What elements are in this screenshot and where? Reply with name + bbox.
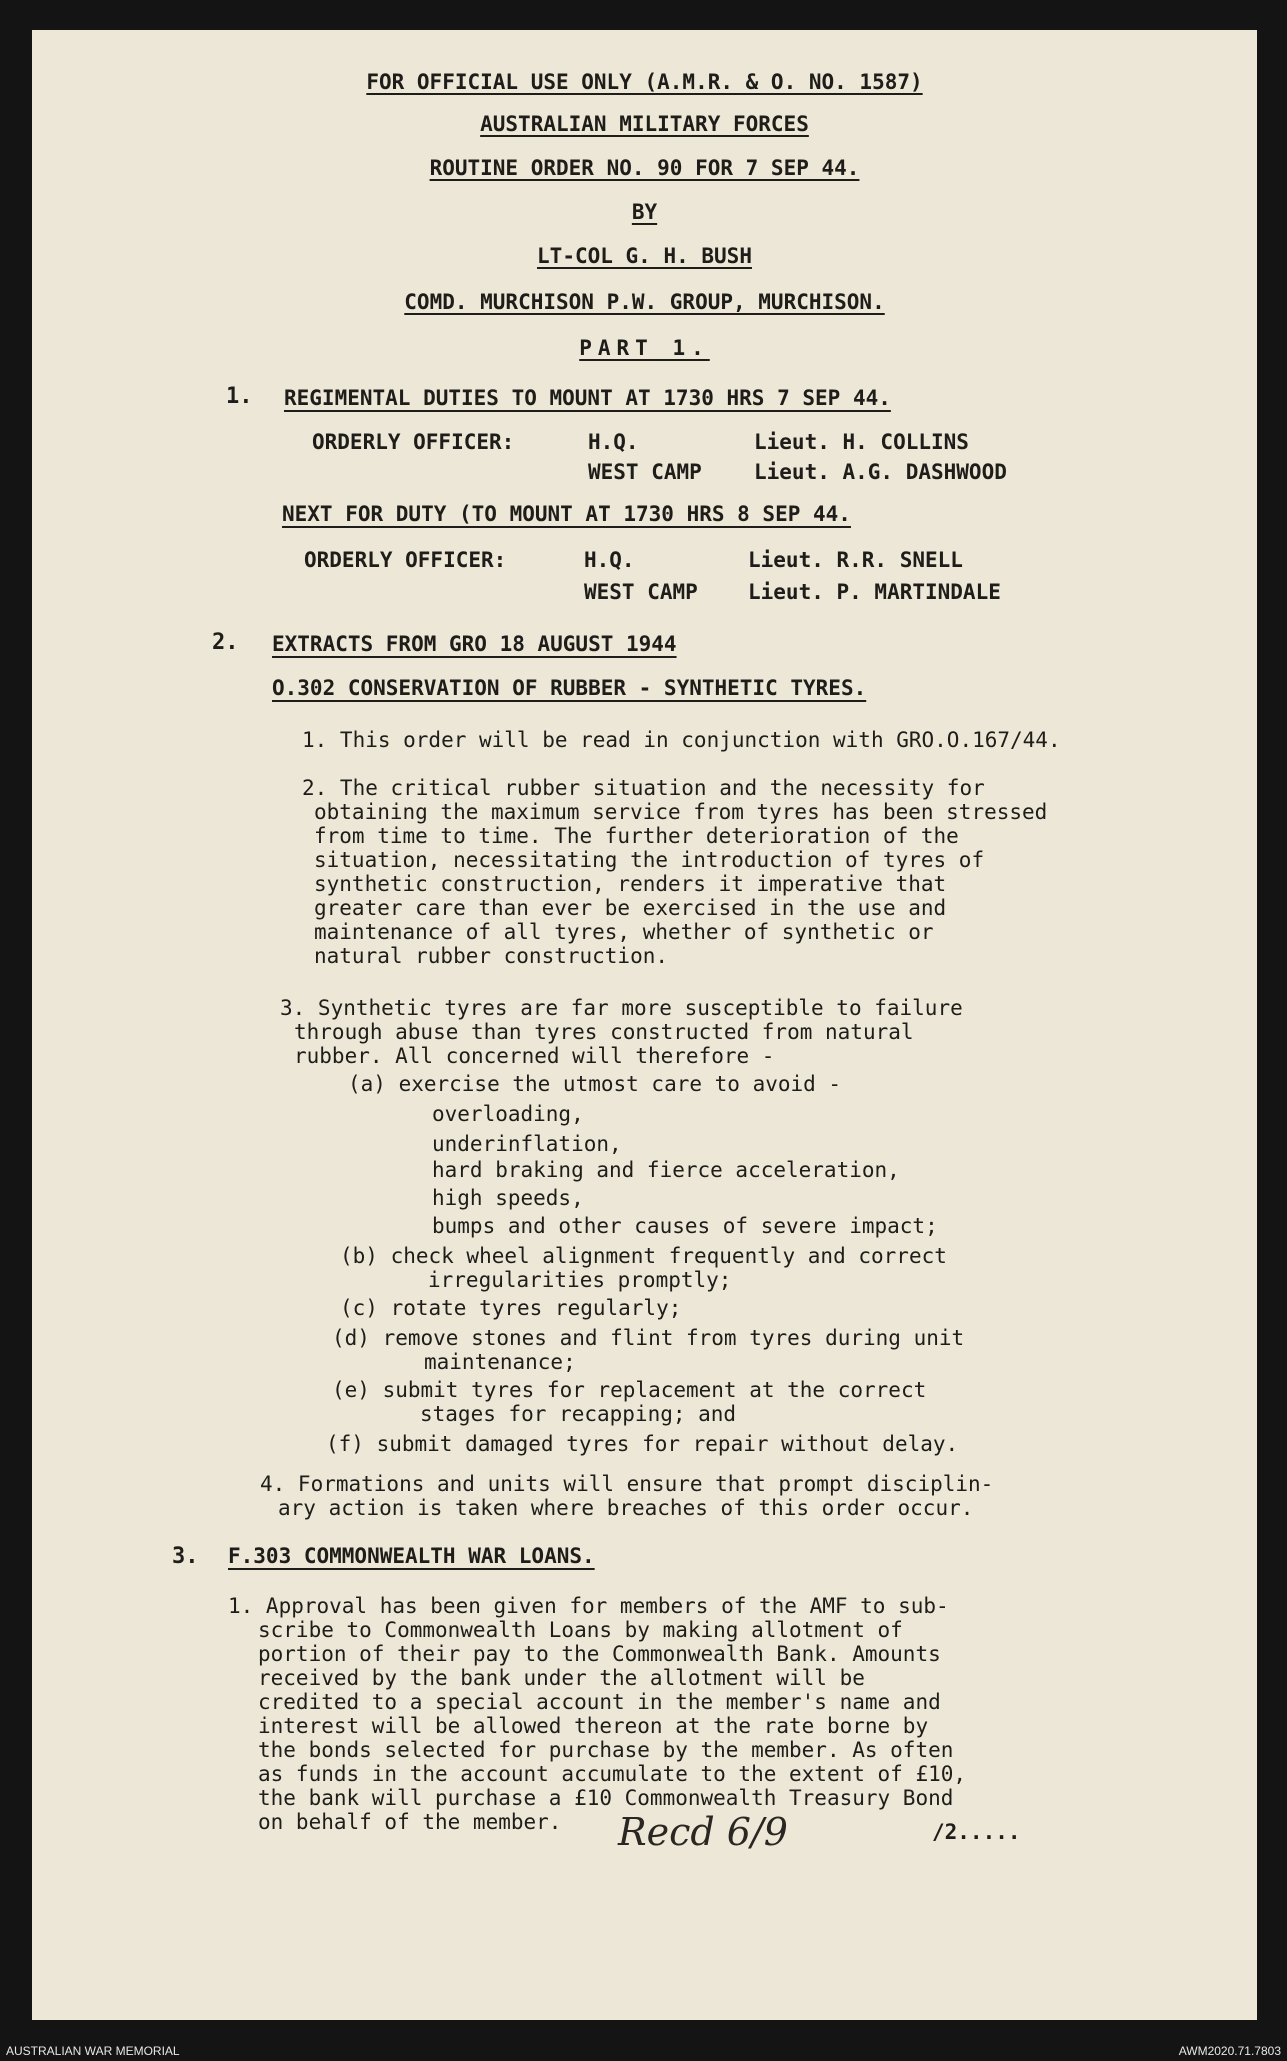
s2-item-d: (d) remove stones and flint from tyres during unit	[332, 1326, 965, 1350]
s2-item-a-sub: underinflation,	[432, 1132, 622, 1156]
forces-heading: AUSTRALIAN MILITARY FORCES	[480, 112, 809, 136]
s2-p4-line: ary action is taken where breaches of this order occur.	[278, 1496, 974, 1520]
s2-p2-line: natural rubber construction.	[314, 944, 669, 968]
next-orderly-officer-label: ORDERLY OFFICER:	[304, 548, 507, 572]
s2-p3-line: 3. Synthetic tyres are far more susceptible to failure	[280, 996, 963, 1020]
s2-item-a: (a) exercise the utmost care to avoid -	[348, 1072, 842, 1096]
s3-p1-line: the bonds selected for purchase by the member. As often	[258, 1738, 954, 1762]
order-heading: ROUTINE ORDER NO. 90 FOR 7 SEP 44.	[429, 156, 860, 180]
next-place-west-camp: WEST CAMP	[584, 580, 698, 604]
section-1-number: 1.	[226, 384, 253, 409]
section-2-title: EXTRACTS FROM GRO 18 AUGUST 1944	[272, 632, 677, 656]
section-1-title: REGIMENTAL DUTIES TO MOUNT AT 1730 HRS 7 SEP 44.	[284, 386, 891, 410]
s3-p1-line: interest will be allowed thereon at the rate borne by	[258, 1714, 929, 1738]
s2-p3-line: rubber. All concerned will therefore -	[294, 1044, 775, 1068]
s2-item-f: (f) submit damaged tyres for repair without delay.	[326, 1432, 959, 1456]
s2-item-d-cont: maintenance;	[424, 1350, 576, 1374]
command-heading: COMD. MURCHISON P.W. GROUP, MURCHISON.	[404, 290, 885, 314]
s2-item-a-sub: hard braking and fierce acceleration,	[432, 1158, 900, 1182]
s2-p3-line: through abuse than tyres constructed from natural	[294, 1020, 914, 1044]
classification-heading: FOR OFFICIAL USE ONLY (A.M.R. & O. NO. 1587)	[366, 70, 923, 94]
continued-marker: /2.....	[932, 1820, 1021, 1844]
s2-p2-line: 2. The critical rubber situation and the necessity for	[302, 776, 985, 800]
by-heading: BY	[631, 200, 658, 224]
s2-item-a-sub: bumps and other causes of severe impact;	[432, 1214, 938, 1238]
duty-officer-dashwood: Lieut. A.G. DASHWOOD	[754, 460, 1007, 484]
s2-p4-line: 4. Formations and units will ensure that prompt disciplin-	[260, 1472, 994, 1496]
s2-item-b: (b) check wheel alignment frequently and correct	[340, 1244, 947, 1268]
s2-p2-line: greater care than ever be exercised in the use and	[314, 896, 947, 920]
s3-p1-line: portion of their pay to the Commonwealth Bank. Amounts	[258, 1642, 941, 1666]
s3-p1-line: scribe to Commonwealth Loans by making allotment of	[258, 1618, 903, 1642]
s2-item-a-sub: overloading,	[432, 1102, 584, 1126]
s2-p2-line: situation, necessitating the introduction of tyres of	[314, 848, 985, 872]
footer-reference: AWM2020.71.7803	[1178, 2044, 1281, 2058]
footer-institution: AUSTRALIAN WAR MEMORIAL	[6, 2044, 180, 2058]
s2-item-b-cont: irregularities promptly;	[428, 1268, 732, 1292]
next-officer-snell: Lieut. R.R. SNELL	[748, 548, 963, 572]
section-3-title: F.303 COMMONWEALTH WAR LOANS.	[228, 1544, 595, 1568]
commander-heading: LT-COL G. H. BUSH	[537, 244, 752, 268]
s3-p1-line: credited to a special account in the member's name and	[258, 1690, 941, 1714]
section-2-subtitle: O.302 CONSERVATION OF RUBBER - SYNTHETIC TYRES.	[272, 676, 867, 700]
s3-p1-line: 1. Approval has been given for members of the AMF to sub-	[228, 1594, 949, 1618]
s2-p2-line: obtaining the maximum service from tyres has been stressed	[314, 800, 1048, 824]
s3-p1-line: received by the bank under the allotment will be	[258, 1666, 865, 1690]
s2-item-c: (c) rotate tyres regularly;	[340, 1296, 682, 1320]
document-page	[32, 30, 1257, 2020]
s2-p2-line: synthetic construction, renders it imperative that	[314, 872, 947, 896]
next-place-hq: H.Q.	[584, 548, 635, 572]
section-3-number: 3.	[172, 1544, 199, 1569]
orderly-officer-label: ORDERLY OFFICER:	[312, 430, 515, 454]
s2-paragraph-1: 1. This order will be read in conjunction with GRO.O.167/44.	[302, 728, 1061, 752]
duty-place-west-camp: WEST CAMP	[588, 460, 702, 484]
s2-p2-line: maintenance of all tyres, whether of synthetic or	[314, 920, 934, 944]
s3-p1-line: as funds in the account accumulate to the extent of £10,	[258, 1762, 967, 1786]
s2-item-e: (e) submit tyres for replacement at the correct	[332, 1378, 927, 1402]
duty-officer-collins: Lieut. H. COLLINS	[754, 430, 969, 454]
s2-item-a-sub: high speeds,	[432, 1186, 584, 1210]
section-2-number: 2.	[212, 630, 239, 655]
s2-item-e-cont: stages for recapping; and	[420, 1402, 737, 1426]
s2-p2-line: from time to time. The further deterioration of the	[314, 824, 959, 848]
s3-p1-line: the bank will purchase a £10 Commonwealth Treasury Bond	[258, 1786, 954, 1810]
s3-p1-line: on behalf of the member.	[258, 1810, 562, 1834]
part-heading: PART 1.	[579, 336, 710, 360]
next-officer-martindale: Lieut. P. MARTINDALE	[748, 580, 1001, 604]
duty-place-hq: H.Q.	[588, 430, 639, 454]
next-for-duty-title: NEXT FOR DUTY (TO MOUNT AT 1730 HRS 8 SEP 44.	[282, 502, 851, 526]
handwritten-annotation: Recd 6/9	[618, 1810, 788, 1854]
